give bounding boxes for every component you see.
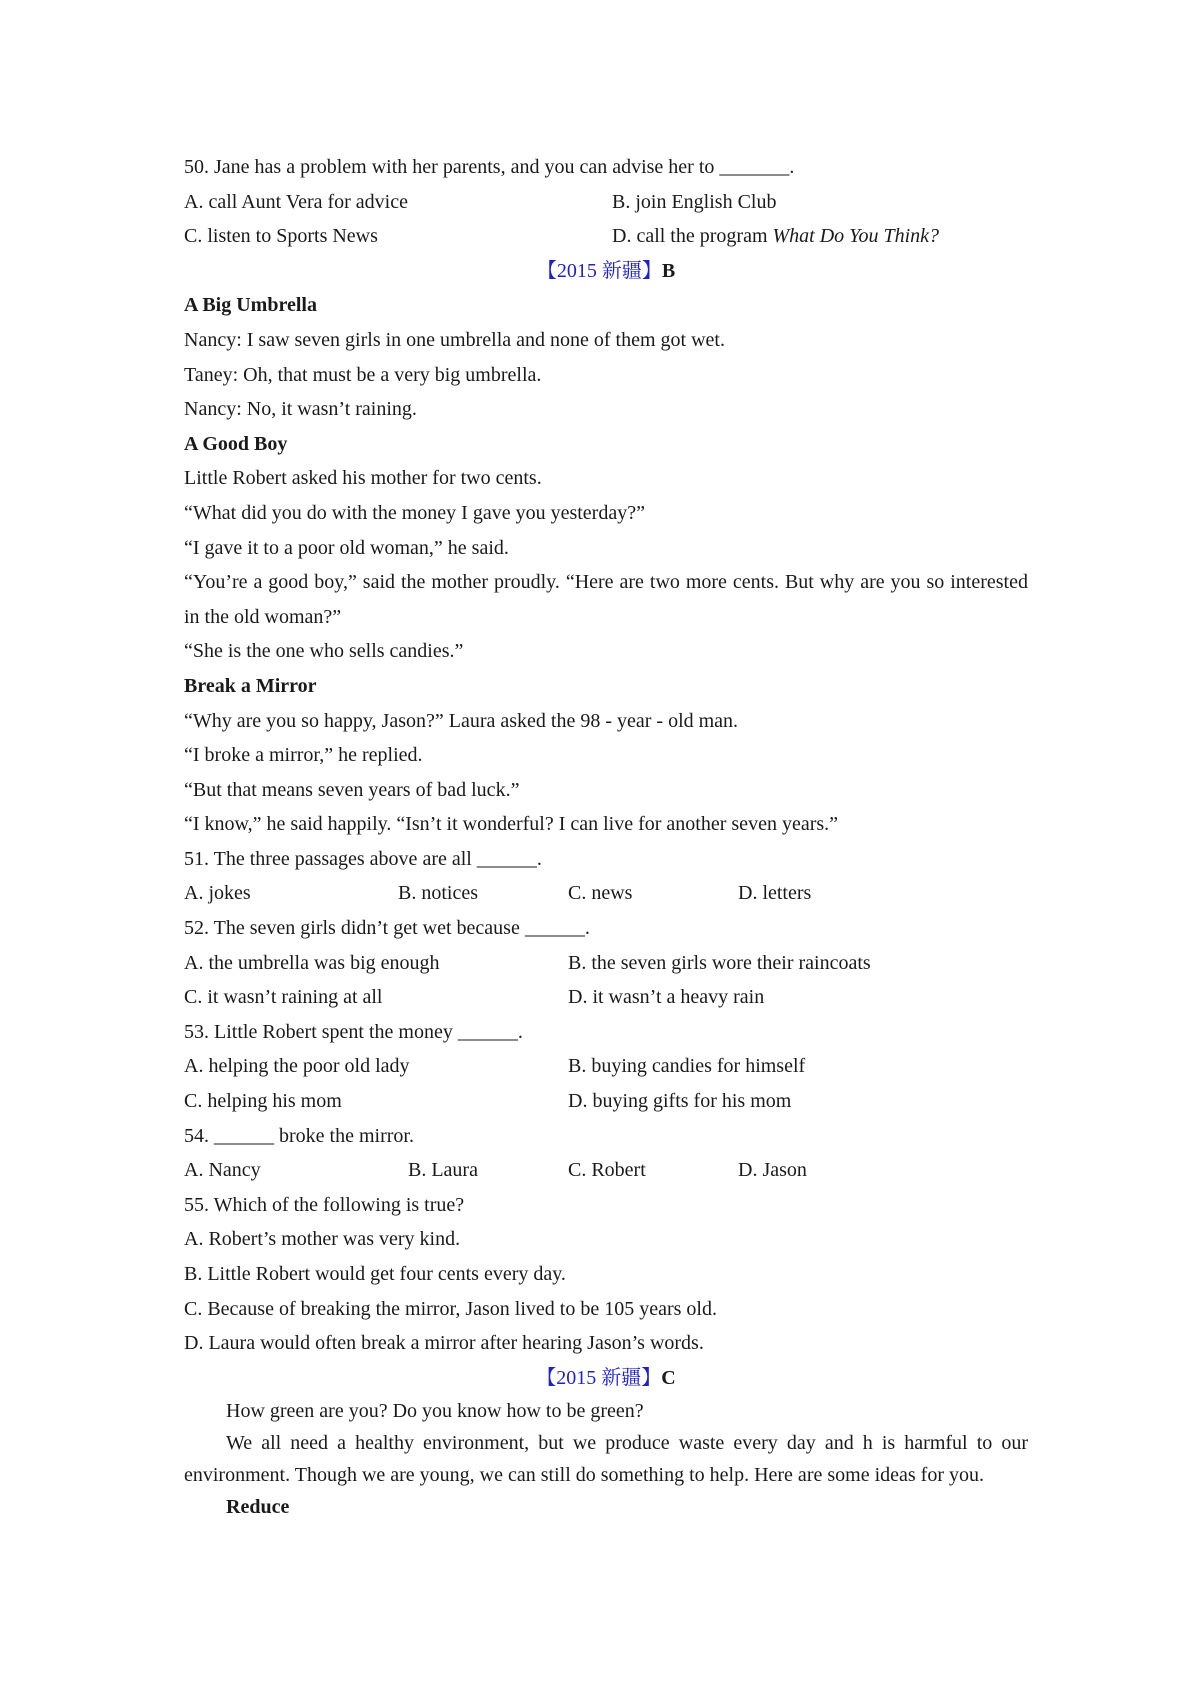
question-51-stem: 51. The three passages above are all ______. <box>184 847 542 870</box>
joke-2-line: Little Robert asked his mother for two cents. <box>184 467 542 490</box>
joke-2-line: “You’re a good boy,” said the mother proudly. “Here are two more cents. But why are you so interested in the old woman?” <box>184 571 1028 628</box>
section-letter: C <box>661 1366 676 1389</box>
question-52-stem: 52. The seven girls didn’t get wet because ______. <box>184 917 590 940</box>
joke-1-title: A Big Umbrella <box>184 294 317 317</box>
question-52-options-row-1 <box>184 946 1028 981</box>
passage-c-paragraph-1: How green are you? Do you know how to be green? <box>226 1400 644 1423</box>
option-d: D. it wasn’t a heavy rain <box>568 986 765 1009</box>
joke-3-title: Break a Mirror <box>184 674 317 697</box>
option-a: A. Nancy <box>184 1159 261 1182</box>
section-b-heading <box>184 254 1028 289</box>
section-c-heading <box>184 1361 1028 1396</box>
joke-3-line: “But that means seven years of bad luck.” <box>184 778 520 801</box>
joke-2-title: A Good Boy <box>184 432 288 455</box>
option-b: B. the seven girls wore their raincoats <box>568 951 871 974</box>
joke-1-line: Nancy: No, it wasn’t raining. <box>184 398 417 421</box>
option-b: B. Little Robert would get four cents every day. <box>184 1263 566 1285</box>
option-c: C. news <box>568 882 633 905</box>
option-d: D. buying gifts for his mom <box>568 1090 792 1113</box>
passage-c-subheading: Reduce <box>226 1496 290 1519</box>
joke-3-line: “Why are you so happy, Jason?” Laura asked the 98 - year - old man. <box>184 709 739 732</box>
passage-c-paragraph-2: We all need a healthy environment, but we produce waste every day and h is harmful to our environment. Though we are young, we can still do something to help. Here are some ideas for you. <box>184 1432 1028 1487</box>
option-b: B. join English Club <box>612 190 777 213</box>
question-51-options <box>184 876 1028 911</box>
joke-2-line: “What did you do with the money I gave you yesterday?” <box>184 501 645 524</box>
option-c: C. Robert <box>568 1159 646 1182</box>
option-c: C. Because of breaking the mirror, Jason lived to be 105 years old. <box>184 1297 717 1320</box>
option-b: B. notices <box>398 882 478 905</box>
option-c: C. helping his mom <box>184 1090 342 1113</box>
joke-2-line: “She is the one who sells candies.” <box>184 640 464 663</box>
option-a: A. call Aunt Vera for advice <box>184 190 408 213</box>
question-53-stem: 53. Little Robert spent the money ______. <box>184 1020 523 1043</box>
option-a: A. jokes <box>184 882 251 905</box>
option-c: C. it wasn’t raining at all <box>184 986 383 1009</box>
option-a: A. Robert’s mother was very kind. <box>184 1228 461 1251</box>
document-page <box>184 150 1028 1523</box>
question-52-options-row-2 <box>184 980 1028 1015</box>
question-53-options-row-1 <box>184 1049 1028 1084</box>
question-54-stem: 54. ______ broke the mirror. <box>184 1124 414 1147</box>
option-d: D. Jason <box>738 1159 807 1182</box>
section-source: 【2015 新疆】 <box>536 259 662 282</box>
option-a: A. the umbrella was big enough <box>184 951 440 974</box>
question-54-options <box>184 1153 1028 1188</box>
option-d: D. call the program What Do You Think? <box>612 225 940 248</box>
option-a: A. helping the poor old lady <box>184 1055 410 1078</box>
option-b: B. Laura <box>408 1159 478 1182</box>
section-source: 【2015 新疆】 <box>536 1366 662 1389</box>
joke-1-line: Taney: Oh, that must be a very big umbrella. <box>184 363 542 386</box>
question-53-options-row-2 <box>184 1084 1028 1119</box>
joke-3-line: “I know,” he said happily. “Isn’t it wonderful? I can live for another seven years.” <box>184 813 839 836</box>
option-d: D. Laura would often break a mirror after hearing Jason’s words. <box>184 1332 704 1355</box>
option-b: B. buying candies for himself <box>568 1055 806 1078</box>
joke-3-line: “I broke a mirror,” he replied. <box>184 744 423 767</box>
joke-2-line: “I gave it to a poor old woman,” he said. <box>184 536 509 559</box>
question-55-stem: 55. Which of the following is true? <box>184 1193 465 1216</box>
question-50-options-row-2 <box>184 219 1028 254</box>
question-50-options-row-1 <box>184 185 1028 220</box>
question-50-stem: 50. Jane has a problem with her parents, and you can advise her to _______. <box>184 156 795 178</box>
option-d: D. letters <box>738 882 812 905</box>
section-letter: B <box>661 259 676 282</box>
option-c: C. listen to Sports News <box>184 225 378 248</box>
joke-1-line: Nancy: I saw seven girls in one umbrella and none of them got wet. <box>184 328 725 351</box>
